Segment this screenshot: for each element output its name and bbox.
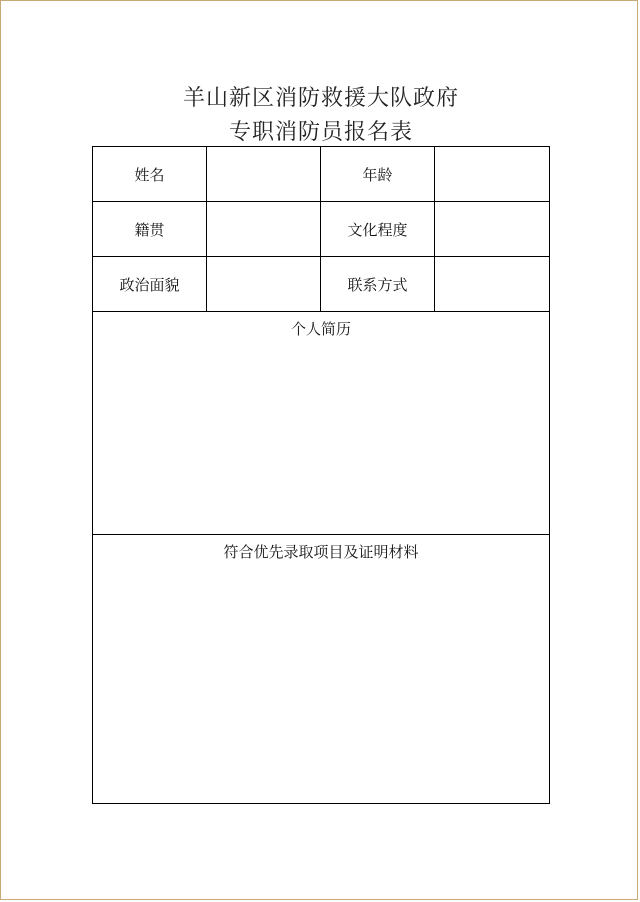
hometown-field[interactable] xyxy=(207,202,321,257)
table-row xyxy=(93,257,550,312)
contact-field[interactable] xyxy=(435,257,550,312)
political-status-field[interactable] xyxy=(207,257,321,312)
resume-label: 个人简历 xyxy=(290,320,351,338)
education-label: 文化程度 xyxy=(321,202,435,257)
name-label: 姓名 xyxy=(93,147,207,202)
age-label: 年龄 xyxy=(321,147,435,202)
resume-section[interactable] xyxy=(93,312,550,535)
table-row xyxy=(93,535,550,804)
education-field[interactable] xyxy=(435,202,550,257)
table-row xyxy=(93,147,550,202)
age-field[interactable] xyxy=(435,147,550,202)
form-title-line1: 羊山新区消防救援大队政府 xyxy=(182,86,459,111)
form-title-line2: 专职消防员报名表 xyxy=(228,120,413,145)
political-status-label: 政治面貌 xyxy=(93,257,207,312)
priority-section[interactable] xyxy=(93,535,550,804)
hometown-label: 籍贯 xyxy=(93,202,207,257)
table-row xyxy=(93,202,550,257)
name-field[interactable] xyxy=(207,147,321,202)
contact-label: 联系方式 xyxy=(321,257,435,312)
priority-label: 符合优先录取项目及证明材料 xyxy=(223,543,419,561)
registration-form-table xyxy=(92,146,550,804)
table-row xyxy=(93,312,550,535)
